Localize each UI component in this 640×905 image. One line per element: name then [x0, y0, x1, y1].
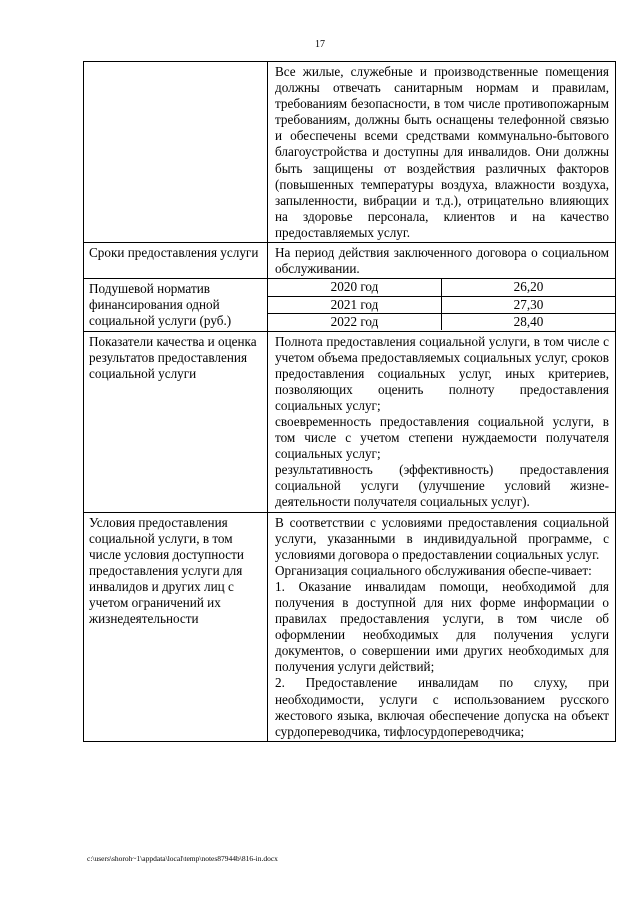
norm-value: 28,40: [513, 313, 544, 329]
row-label: Сроки предоставления услуги: [84, 243, 268, 279]
content-paragraph: своевременность предоставления социальной услуги, в том числе с учетом степени нуждаемости получателя социальных услуг;: [275, 413, 609, 462]
content-paragraph: Организация социального обслуживания обеспе-чивает:: [275, 562, 592, 578]
content-paragraph: результативность (эффективность) предоставления социальной услуги (улучшение условий жизне-деятельности получателя социальных услуг).: [275, 462, 609, 510]
table-row: [84, 331, 616, 512]
table-row: [84, 62, 616, 243]
table-row: [84, 279, 616, 331]
row-label: Подушевой норматив финансирования одной социальной услуги (руб.): [84, 279, 268, 331]
financing-norms-table: [268, 279, 615, 330]
footer-file-path: c:\users\shoroh~1\appdata\local\temp\notes87944b\816-in.docx: [87, 854, 278, 863]
norm-year: 2022 год: [268, 313, 442, 330]
page-number: 17: [315, 39, 325, 50]
row-content: [268, 512, 616, 741]
content-paragraph: Полнота предоставления социальной услуги, в том числе с учетом объема предоставляемых социальных услуг, сроков предоставления социальных услуг, иных критериев, позволяющих оценить полноту предоставления социальных услуг;: [275, 333, 609, 413]
norm-value: 27,30: [442, 296, 616, 313]
financing-norms-cell: [268, 279, 616, 331]
content-paragraph: Все жилые, служебные и производственные помещения должны отвечать санитарным нормам и правилам, требованиям безопасности, в том числе противопожарным требованиям, должны быть оснащены телефонной связью и обеспечены всеми средствами коммунально-бытового благоустройства и доступны для инвалидов. Они должны быть защищены от воздействия различных факторов (повышенных температуры воздуха, влажности воздуха, запыленности, вибрации и т.д.), отрицательно влияющих на здоровье персонала, клиентов и на качество предоставляемых услуг.: [275, 64, 609, 240]
norm-value: 26,20: [442, 279, 616, 296]
norm-row: [268, 279, 615, 296]
norm-row: [268, 296, 615, 313]
row-label: [84, 62, 268, 243]
row-content: [268, 62, 616, 243]
norm-year: 2020 год: [268, 279, 442, 296]
content-paragraph: На период действия заключенного договора о социальном обслуживании.: [275, 245, 609, 277]
row-content: [268, 331, 616, 512]
table-row: [84, 243, 616, 279]
norm-row: [268, 313, 615, 330]
norm-year: 2021 год: [268, 296, 442, 313]
content-paragraph: В соответствии с условиями предоставления социальной услуги, указанными в индивидуальной программе, с условиями договора о предоставлении социальных услуг.: [275, 514, 609, 562]
table-row: [84, 512, 616, 741]
content-paragraph: 1. Оказание инвалидам помощи, необходимой для получения в доступной для них форме информации о правилах предоставления услуги, в том числе об оформлении необходимых для получения услуги документов, о совершении ими других необходимых для получения услуги действий;: [275, 578, 609, 675]
row-label: Условия предоставления социальной услуги, в том числе условия доступности предоставления услуги для инвалидов и других лиц с учетом ограничений их жизнедеятельности: [84, 512, 268, 741]
row-label: Показатели качества и оценка результатов предоставления социальной услуги: [84, 331, 268, 512]
row-content: [268, 243, 616, 279]
content-paragraph: 2. Предоставление инвалидам по слуху, при необходимости, услуги с использованием русского жестового языка, включая обеспечение допуска на объект сурдопереводчика, тифлосурдопереводчика;: [275, 675, 609, 739]
service-table: [83, 61, 616, 742]
